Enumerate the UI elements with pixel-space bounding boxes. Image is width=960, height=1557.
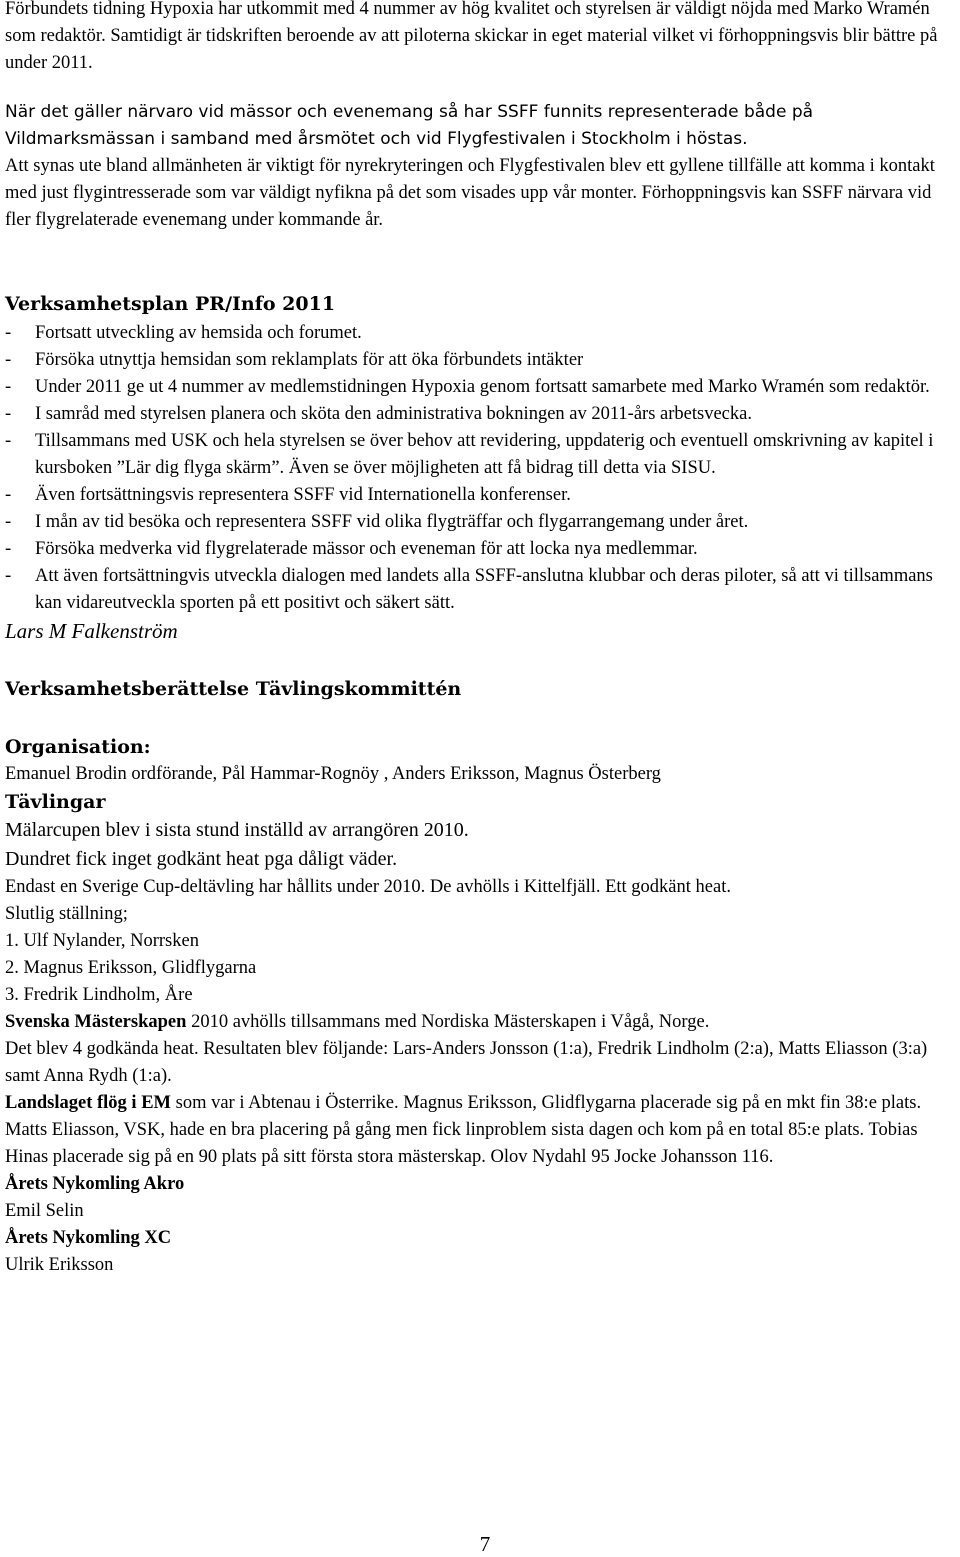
pr-plan-heading: Verksamhetsplan PR/Info 2011 (5, 293, 336, 315)
standing-row: 3. Fredrik Lindholm, Åre (5, 985, 193, 1005)
pr-plan-item: - Att även fortsättningvis utveckla dialogen med landets alla SSFF-anslutna klubbar och deras piloter, så att vi tillsammans kan vidareutveckla sporten på ett positivt och säkert sätt. (5, 563, 955, 617)
pr-plan-item: - Fortsatt utveckling av hemsida och forumet. (5, 320, 955, 347)
public-paragraph: Att synas ute bland allmänheten är viktigt för nyrekryteringen och Flygfestivalen blev ett gyllene tillfälle att komma i kontakt med just flygintresserade som var väldigt nyfikna på det som visades upp vår monter. Förhoppningsvis kan SSFF närvara vid fler flygrelaterade evenemang under kommande år. (5, 156, 935, 230)
document-page (5, 0, 955, 1279)
standing-row: 2. Magnus Eriksson, Glidflygarna (5, 958, 257, 978)
sverige-cup-line: Endast en Sverige Cup-deltävling har hållits under 2010. De avhölls i Kittelfjäll. Ett godkänt heat. (5, 877, 731, 897)
em-text: som var i Abtenau i Österrike. Magnus Eriksson, Glidflygarna placerade sig på en mkt fin 38:e plats. Matts Eliasson, VSK, hade en bra placering på gång men fick linproblem sista dagen och kom på en total 85:e plats. Tobias Hinas placerade sig på en 90 plats på sitt första stora mästerskap. Olov Nydahl 95 Jocke Johansson 116. (5, 1093, 922, 1167)
em-paragraph (5, 1090, 955, 1171)
pr-plan-item: - Tillsammans med USK och hela styrelsen se över behov att revidering, uppdaterig och eventuell omskrivning av kapitel i kursboken ”Lär dig flyga skärm”. Även se över möjligheten att få bidrag till detta via SISU. (5, 428, 955, 482)
akro-heading: Årets Nykomling Akro (5, 1174, 185, 1194)
organisation-members: Emanuel Brodin ordförande, Pål Hammar-Rognöy , Anders Eriksson, Magnus Österberg (5, 764, 661, 784)
akro-name: Emil Selin (5, 1201, 84, 1221)
pr-plan-item: - Under 2011 ge ut 4 nummer av medlemstidningen Hypoxia genom fortsatt samarbete med Marko Wramén som redaktör. (5, 374, 955, 401)
sm-paragraph (5, 1009, 955, 1036)
standing-label: Slutlig ställning; (5, 904, 128, 924)
xc-heading: Årets Nykomling XC (5, 1228, 172, 1248)
pr-plan-item: - I mån av tid besöka och representera SSFF vid olika flygträffar och flygarrangemang under året. (5, 509, 955, 536)
dundret-line: Dundret fick inget godkänt heat pga dåligt väder. (5, 848, 398, 870)
intro-paragraph: Förbundets tidning Hypoxia har utkommit med 4 nummer av hög kvalitet och styrelsen är väldigt nöjda med Marko Wramén som redaktör. Samtidigt är tidskriften beroende av att piloterna skickar in eget material vilket vi förhoppningsvis blir bättre på under 2011. (5, 0, 938, 73)
competitions-heading: Tävlingar (5, 791, 106, 813)
malarcupen-line: Mälarcupen blev i sista stund inställd av arrangören 2010. (5, 819, 469, 841)
pr-plan-item: - I samråd med styrelsen planera och sköta den administrativa bokningen av 2011-års arbetsvecka. (5, 401, 955, 428)
em-bold-label: Landslaget flög i EM (5, 1093, 171, 1113)
pr-plan-list (5, 320, 955, 617)
standing-row: 1. Ulf Nylander, Norrsken (5, 931, 199, 951)
sm-text: 2010 avhölls tillsammans med Nordiska Mästerskapen i Vågå, Norge. (186, 1012, 710, 1032)
xc-name: Ulrik Eriksson (5, 1255, 114, 1275)
signature: Lars M Falkenström (5, 619, 178, 643)
pr-plan-item: - Även fortsättningsvis representera SSFF vid Internationella konferenser. (5, 482, 955, 509)
organisation-heading: Organisation: (5, 736, 151, 758)
pr-plan-item: - Försöka medverka vid flygrelaterade mässor och eveneman för att locka nya medlemmar. (5, 536, 955, 563)
pr-plan-item: - Försöka utnyttja hemsidan som reklamplats för att öka förbundets intäkter (5, 347, 955, 374)
page-number: 7 (479, 1532, 491, 1556)
sm-result: Det blev 4 godkända heat. Resultaten blev följande: Lars-Anders Jonsson (1:a), Fredrik Lindholm (2:a), Matts Eliasson (3:a) samt Anna Rydh (1:a). (5, 1039, 928, 1086)
sm-bold-label: Svenska Mästerskapen (5, 1012, 187, 1032)
competition-heading: Verksamhetsberättelse Tävlingskommittén (5, 678, 462, 700)
events-paragraph: När det gäller närvaro vid mässor och evenemang så har SSFF funnits representerade både på Vildmarksmässan i samband med årsmötet och vid Flygfestivalen i Stockholm i höstas. (5, 102, 814, 149)
